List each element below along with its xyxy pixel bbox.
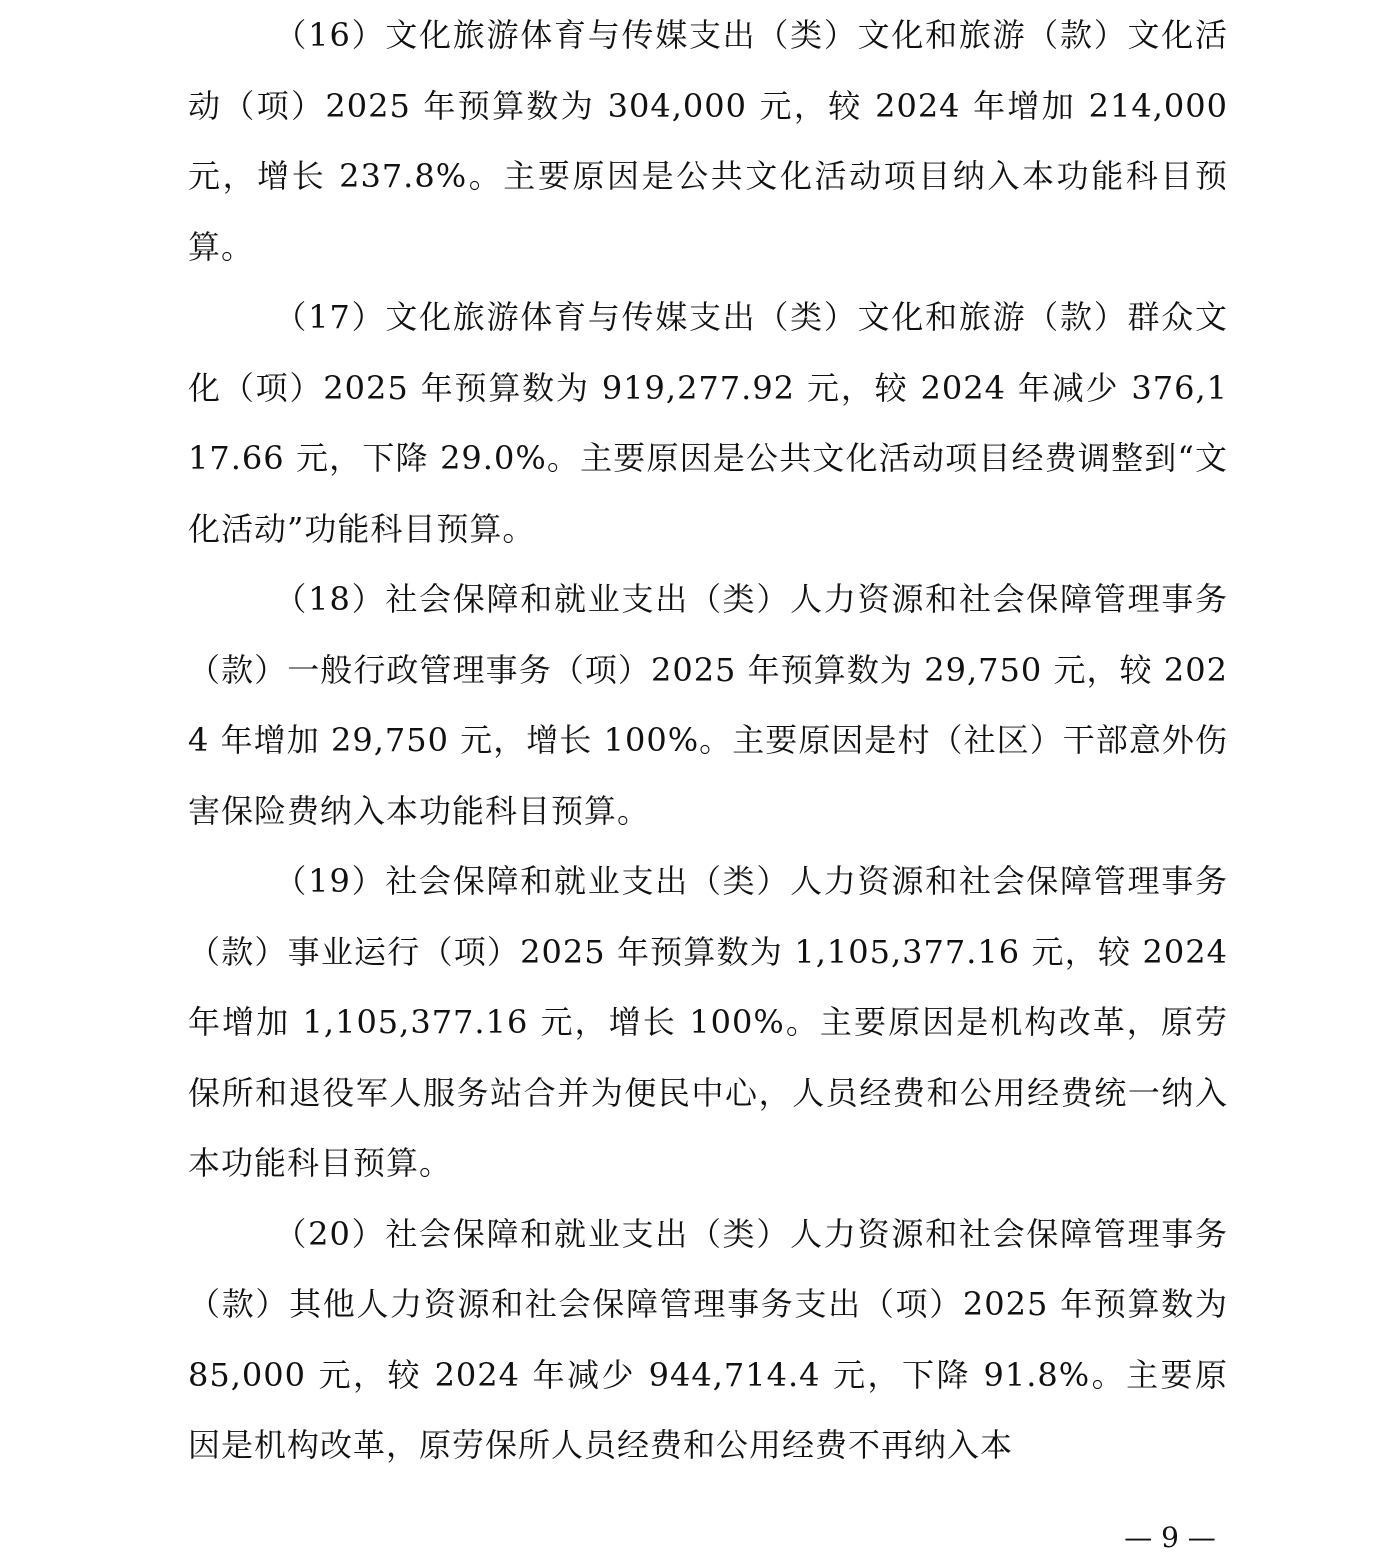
page-number: — 9 — bbox=[1124, 1521, 1216, 1554]
paragraph-19: （19）社会保障和就业支出（类）人力资源和社会保障管理事务（款）事业运行（项）2025 年预算数为 1,105,377.16 元，较 2024 年增加 1,105,377.16 元，增长 100%。主要原因是机构改革，原劳保所和退役军人服务站合并为便民中心，人员经费和公用经费统一纳入本功能科目预算。 bbox=[188, 862, 1228, 1182]
paragraph-18: （18）社会保障和就业支出（类）人力资源和社会保障管理事务（款）一般行政管理事务（项）2025 年预算数为 29,750 元，较 2024 年增加 29,750 元，增长 100%。主要原因是村（社区）干部意外伤害保险费纳入本功能科目预算。 bbox=[188, 580, 1228, 830]
document-body bbox=[188, 0, 1228, 1481]
paragraph-20: （20）社会保障和就业支出（类）人力资源和社会保障管理事务（款）其他人力资源和社会保障管理事务支出（项）2025 年预算数为 85,000 元，较 2024 年减少 944,714.4 元，下降 91.8%。主要原因是机构改革，原劳保所人员经费和公用经费不再纳入本 bbox=[188, 1214, 1228, 1464]
paragraph-16: （16）文化旅游体育与传媒支出（类）文化和旅游（款）文化活动（项）2025 年预算数为 304,000 元，较 2024 年增加 214,000 元，增长 237.8%。主要原因是公共文化活动项目纳入本功能科目预算。 bbox=[188, 16, 1228, 266]
paragraph-17: （17）文化旅游体育与传媒支出（类）文化和旅游（款）群众文化（项）2025 年预算数为 919,277.92 元，较 2024 年减少 376,117.66 元，下降 29.0%。主要原因是公共文化活动项目经费调整到“文化活动”功能科目预算。 bbox=[188, 298, 1228, 548]
